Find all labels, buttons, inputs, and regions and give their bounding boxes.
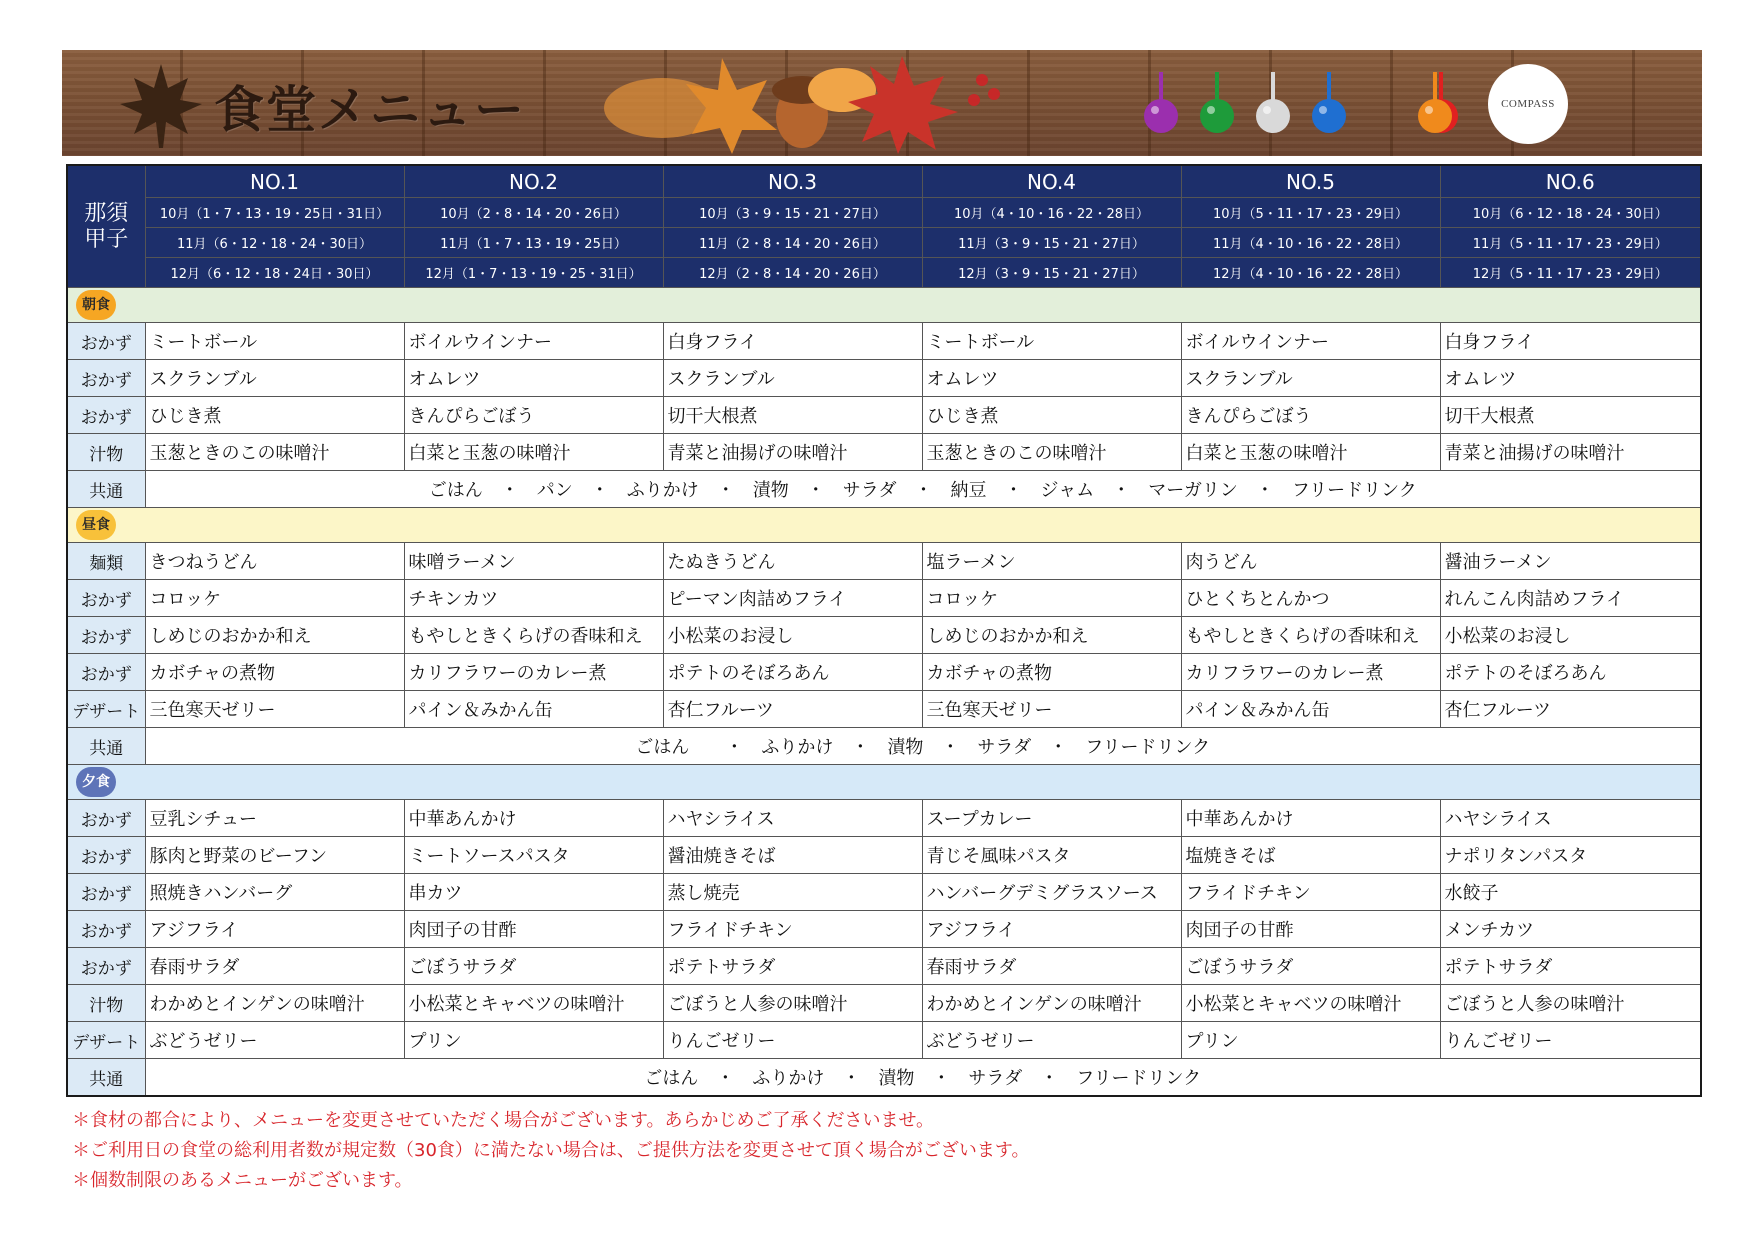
column-number: NO.2 xyxy=(404,165,663,198)
menu-item: フライドチキン xyxy=(663,911,922,948)
menu-item: ハヤシライス xyxy=(663,800,922,837)
column-dates: 10月（5・11・17・23・29日） xyxy=(1181,198,1440,228)
menu-item: 青じそ風味パスタ xyxy=(922,837,1181,874)
category-cell: 共通 xyxy=(67,1059,145,1097)
menu-item: ごぼうと人参の味噌汁 xyxy=(663,985,922,1022)
category-cell: おかず xyxy=(67,837,145,874)
column-number: NO.5 xyxy=(1181,165,1440,198)
column-dates: 10月（4・10・16・22・28日） xyxy=(922,198,1181,228)
menu-item: ポテトサラダ xyxy=(663,948,922,985)
table-row xyxy=(67,654,1701,691)
menu-item: ミートソースパスタ xyxy=(404,837,663,874)
menu-item: スクランブル xyxy=(663,360,922,397)
menu-item: 水餃子 xyxy=(1440,874,1701,911)
column-dates: 12月（6・12・18・24日・30日） xyxy=(145,258,404,288)
note-3: ＊個数制限のあるメニューがございます。 xyxy=(72,1170,413,1191)
menu-item: 杏仁フルーツ xyxy=(1440,691,1701,728)
menu-item: カリフラワーのカレー煮 xyxy=(1181,654,1440,691)
column-dates: 11月（5・11・17・23・29日） xyxy=(1440,228,1701,258)
menu-item: たぬきうどん xyxy=(663,543,922,580)
category-cell: おかず xyxy=(67,654,145,691)
menu-item: コロッケ xyxy=(922,580,1181,617)
menu-item: ごぼうと人参の味噌汁 xyxy=(1440,985,1701,1022)
menu-item: もやしときくらげの香味和え xyxy=(1181,617,1440,654)
menu-item: ハンバーグデミグラスソース xyxy=(922,874,1181,911)
menu-item: 杏仁フルーツ xyxy=(663,691,922,728)
common-items: ごはん ・ パン ・ ふりかけ ・ 漬物 ・ サラダ ・ 納豆 ・ ジャム ・ マーガリン ・ フリードリンク xyxy=(145,471,1701,508)
menu-item: ポテトのそぼろあん xyxy=(1440,654,1701,691)
menu-item: しめじのおかか和え xyxy=(922,617,1181,654)
column-dates: 10月（2・8・14・20・26日） xyxy=(404,198,663,228)
menu-item: しめじのおかか和え xyxy=(145,617,404,654)
category-cell: おかず xyxy=(67,360,145,397)
menu-item: ミートボール xyxy=(145,323,404,360)
menu-item: スクランブル xyxy=(1181,360,1440,397)
menu-item: 春雨サラダ xyxy=(922,948,1181,985)
green-ladle-icon xyxy=(1198,72,1238,136)
table-row xyxy=(67,911,1701,948)
menu-item: オムレツ xyxy=(1440,360,1701,397)
breakfast-common-row xyxy=(67,471,1701,508)
menu-item: ピーマン肉詰めフライ xyxy=(663,580,922,617)
menu-item: 白菜と玉葱の味噌汁 xyxy=(1181,434,1440,471)
menu-item: 串カツ xyxy=(404,874,663,911)
menu-item: 小松菜のお浸し xyxy=(1440,617,1701,654)
menu-item: 中華あんかけ xyxy=(404,800,663,837)
menu-item: 三色寒天ゼリー xyxy=(922,691,1181,728)
menu-item: きんぴらごぼう xyxy=(404,397,663,434)
menu-item: プリン xyxy=(404,1022,663,1059)
menu-item: 白菜と玉葱の味噌汁 xyxy=(404,434,663,471)
menu-item: ごぼうサラダ xyxy=(1181,948,1440,985)
menu-item: フライドチキン xyxy=(1181,874,1440,911)
column-dates: 12月（3・9・15・21・27日） xyxy=(922,258,1181,288)
menu-item: 豚肉と野菜のビーフン xyxy=(145,837,404,874)
menu-item: 青菜と油揚げの味噌汁 xyxy=(663,434,922,471)
menu-item: ボイルウインナー xyxy=(1181,323,1440,360)
banner-title: 食堂メニュー xyxy=(214,81,526,139)
location-cell xyxy=(67,165,145,288)
menu-item: 小松菜とキャベツの味噌汁 xyxy=(404,985,663,1022)
compass-logo xyxy=(1488,64,1568,144)
table-row xyxy=(67,434,1701,471)
category-cell: おかず xyxy=(67,874,145,911)
menu-item: パイン＆みかん缶 xyxy=(404,691,663,728)
category-cell: おかず xyxy=(67,580,145,617)
column-dates: 10月（3・9・15・21・27日） xyxy=(663,198,922,228)
menu-item: スクランブル xyxy=(145,360,404,397)
table-row xyxy=(67,543,1701,580)
menu-item: 白身フライ xyxy=(663,323,922,360)
location-label: 甲子 xyxy=(84,226,129,252)
lunch-label: 昼食 xyxy=(76,510,116,540)
location-label: 那須 xyxy=(84,200,129,226)
menu-item: きつねうどん xyxy=(145,543,404,580)
menu-item: ひとくちとんかつ xyxy=(1181,580,1440,617)
category-cell: おかず xyxy=(67,397,145,434)
blue-ladle-icon xyxy=(1310,72,1350,136)
category-cell: おかず xyxy=(67,948,145,985)
menu-item: チキンカツ xyxy=(404,580,663,617)
menu-item: メンチカツ xyxy=(1440,911,1701,948)
dinner-section-header xyxy=(67,765,1701,800)
column-dates: 11月（2・8・14・20・26日） xyxy=(663,228,922,258)
menu-item: りんごゼリー xyxy=(1440,1022,1701,1059)
menu-item: 三色寒天ゼリー xyxy=(145,691,404,728)
menu-item: きんぴらごぼう xyxy=(1181,397,1440,434)
column-dates: 10月（6・12・18・24・30日） xyxy=(1440,198,1701,228)
menu-item: ぶどうゼリー xyxy=(922,1022,1181,1059)
table-row xyxy=(67,397,1701,434)
menu-item: 蒸し焼売 xyxy=(663,874,922,911)
column-number: NO.3 xyxy=(663,165,922,198)
menu-item: 味噌ラーメン xyxy=(404,543,663,580)
table-row xyxy=(67,874,1701,911)
table-row xyxy=(67,617,1701,654)
ladle-icons xyxy=(1142,72,1382,136)
menu-item: 塩ラーメン xyxy=(922,543,1181,580)
note-2: ＊ご利用日の食堂の総利用者数が規定数（30食）に満たない場合は、ご提供方法を変更させて頂く場合がございます。 xyxy=(72,1140,1030,1161)
menu-item: ポテトサラダ xyxy=(1440,948,1701,985)
table-row xyxy=(67,323,1701,360)
category-cell: 麺類 xyxy=(67,543,145,580)
menu-item: 肉団子の甘酢 xyxy=(404,911,663,948)
category-cell: おかず xyxy=(67,617,145,654)
menu-item: 玉葱ときのこの味噌汁 xyxy=(145,434,404,471)
menu-item: 小松菜とキャベツの味噌汁 xyxy=(1181,985,1440,1022)
menu-item: ごぼうサラダ xyxy=(404,948,663,985)
category-cell: デザート xyxy=(67,691,145,728)
category-cell: おかず xyxy=(67,911,145,948)
autumn-leaves-icon xyxy=(602,50,1022,156)
menu-item: オムレツ xyxy=(922,360,1181,397)
logo-text: COMPASS xyxy=(1501,98,1555,110)
menu-item: 切干大根煮 xyxy=(1440,397,1701,434)
lunch-section-header xyxy=(67,508,1701,543)
menu-item: わかめとインゲンの味噌汁 xyxy=(922,985,1181,1022)
column-number: NO.6 xyxy=(1440,165,1701,198)
category-cell: 汁物 xyxy=(67,985,145,1022)
dinner-label: 夕食 xyxy=(76,767,116,797)
common-items: ごはん ・ ふりかけ ・ 漬物 ・ サラダ ・ フリードリンク xyxy=(145,728,1701,765)
common-items: ごはん ・ ふりかけ ・ 漬物 ・ サラダ ・ フリードリンク xyxy=(145,1059,1701,1097)
menu-item: アジフライ xyxy=(922,911,1181,948)
table-row xyxy=(67,800,1701,837)
column-dates: 11月（1・7・13・19・25日） xyxy=(404,228,663,258)
header-row xyxy=(67,258,1701,288)
menu-item: 醤油焼きそば xyxy=(663,837,922,874)
menu-item: ポテトのそぼろあん xyxy=(663,654,922,691)
menu-item: 切干大根煮 xyxy=(663,397,922,434)
menu-item: 玉葱ときのこの味噌汁 xyxy=(922,434,1181,471)
purple-ladle-icon xyxy=(1142,72,1182,136)
menu-item: 青菜と油揚げの味噌汁 xyxy=(1440,434,1701,471)
menu-item: ひじき煮 xyxy=(922,397,1181,434)
menu-item: 春雨サラダ xyxy=(145,948,404,985)
table-row xyxy=(67,691,1701,728)
menu-item: コロッケ xyxy=(145,580,404,617)
menu-item: りんごゼリー xyxy=(663,1022,922,1059)
column-dates: 11月（3・9・15・21・27日） xyxy=(922,228,1181,258)
menu-item: 小松菜のお浸し xyxy=(663,617,922,654)
breakfast-section-bar xyxy=(67,288,1701,323)
header-row xyxy=(67,228,1701,258)
dinner-common-row xyxy=(67,1059,1701,1097)
menu-item: プリン xyxy=(1181,1022,1440,1059)
header-banner xyxy=(62,50,1702,156)
table-row xyxy=(67,837,1701,874)
column-number: NO.4 xyxy=(922,165,1181,198)
white-ladle-icon xyxy=(1254,72,1294,136)
column-number: NO.1 xyxy=(145,165,404,198)
column-dates: 12月（4・10・16・22・28日） xyxy=(1181,258,1440,288)
menu-item: ハヤシライス xyxy=(1440,800,1701,837)
menu-item: オムレツ xyxy=(404,360,663,397)
column-dates: 12月（1・7・13・19・25・31日） xyxy=(404,258,663,288)
menu-item: ひじき煮 xyxy=(145,397,404,434)
menu-table xyxy=(66,164,1702,1097)
menu-item: 肉団子の甘酢 xyxy=(1181,911,1440,948)
menu-item: 醤油ラーメン xyxy=(1440,543,1701,580)
note-1: ＊食材の都合により、メニューを変更させていただく場合がございます。あらかじめご了承くださいませ。 xyxy=(72,1110,935,1131)
menu-item: 照焼きハンバーグ xyxy=(145,874,404,911)
menu-item: れんこん肉詰めフライ xyxy=(1440,580,1701,617)
table-row xyxy=(67,580,1701,617)
menu-item: アジフライ xyxy=(145,911,404,948)
menu-item: 中華あんかけ xyxy=(1181,800,1440,837)
menu-item: スープカレー xyxy=(922,800,1181,837)
header-row xyxy=(67,198,1701,228)
menu-item: カボチャの煮物 xyxy=(145,654,404,691)
menu-item: 豆乳シチュー xyxy=(145,800,404,837)
menu-item: もやしときくらげの香味和え xyxy=(404,617,663,654)
category-cell: おかず xyxy=(67,323,145,360)
menu-item: ボイルウインナー xyxy=(404,323,663,360)
menu-item: ぶどうゼリー xyxy=(145,1022,404,1059)
menu-item: カボチャの煮物 xyxy=(922,654,1181,691)
header-row xyxy=(67,165,1701,198)
breakfast-section-header xyxy=(67,288,1701,323)
menu-item: ミートボール xyxy=(922,323,1181,360)
notes xyxy=(72,1106,1029,1196)
maple-leaf-icon xyxy=(116,60,206,150)
menu-item: パイン＆みかん缶 xyxy=(1181,691,1440,728)
column-dates: 12月（2・8・14・20・26日） xyxy=(663,258,922,288)
column-dates: 11月（4・10・16・22・28日） xyxy=(1181,228,1440,258)
category-cell: 共通 xyxy=(67,471,145,508)
menu-item: 白身フライ xyxy=(1440,323,1701,360)
table-row xyxy=(67,1022,1701,1059)
category-cell: おかず xyxy=(67,800,145,837)
dinner-section-bar xyxy=(67,765,1701,800)
category-cell: デザート xyxy=(67,1022,145,1059)
lunch-section-bar xyxy=(67,508,1701,543)
table-row xyxy=(67,360,1701,397)
lunch-common-row xyxy=(67,728,1701,765)
category-cell: 共通 xyxy=(67,728,145,765)
column-dates: 10月（1・7・13・19・25日・31日） xyxy=(145,198,404,228)
menu-item: 塩焼きそば xyxy=(1181,837,1440,874)
menu-item: わかめとインゲンの味噌汁 xyxy=(145,985,404,1022)
column-dates: 11月（6・12・18・24・30日） xyxy=(145,228,404,258)
column-dates: 12月（5・11・17・23・29日） xyxy=(1440,258,1701,288)
category-cell: 汁物 xyxy=(67,434,145,471)
menu-item: 肉うどん xyxy=(1181,543,1440,580)
breakfast-label: 朝食 xyxy=(76,290,116,320)
orange-ladle-icon xyxy=(1416,72,1456,136)
table-row xyxy=(67,985,1701,1022)
menu-item: ナポリタンパスタ xyxy=(1440,837,1701,874)
table-row xyxy=(67,948,1701,985)
menu-item: カリフラワーのカレー煮 xyxy=(404,654,663,691)
